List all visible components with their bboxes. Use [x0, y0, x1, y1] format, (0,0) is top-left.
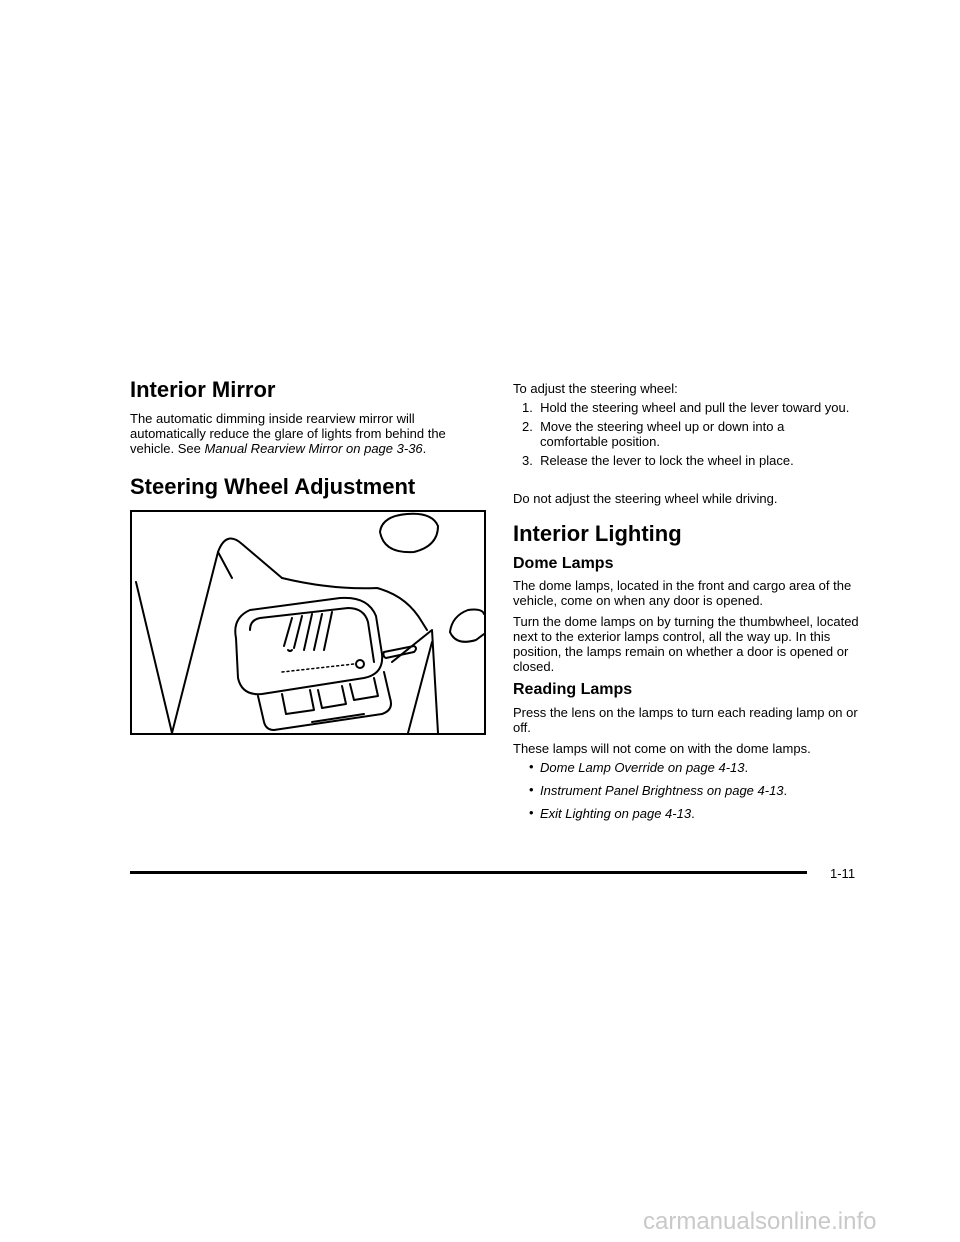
- reading-lamps-paragraph-1: Press the lens on the lamps to turn each reading lamp on or off.: [513, 705, 858, 735]
- bullet-icon: •: [529, 805, 534, 820]
- interior-mirror-heading: Interior Mirror: [130, 377, 276, 402]
- reading-lamps-paragraph-2: These lamps will not come on with the dome lamps.: [513, 741, 811, 756]
- dome-lamps-heading: Dome Lamps: [513, 555, 614, 572]
- interior-mirror-text-end: .: [422, 441, 427, 456]
- footer-rule: [130, 871, 807, 874]
- list-item: • Exit Lighting on page 4-13.: [529, 805, 695, 821]
- interior-mirror-paragraph: [130, 411, 487, 456]
- interior-lighting-heading: Interior Lighting: [513, 521, 682, 546]
- step-item: 3. Release the lever to lock the wheel in place.: [522, 453, 794, 468]
- manual-rearview-mirror-link[interactable]: Manual Rearview Mirror on page 3-36: [204, 441, 423, 456]
- reading-lamps-heading: Reading Lamps: [513, 681, 633, 698]
- dome-lamp-override-link[interactable]: Dome Lamp Override on page 4-13: [540, 760, 745, 775]
- adjust-intro: To adjust the steering wheel:: [513, 381, 678, 396]
- list-item: • Dome Lamp Override on page 4-13.: [529, 759, 749, 775]
- adjust-steps-list: [513, 400, 853, 468]
- bullet-icon: •: [529, 782, 534, 797]
- related-links-list: [513, 760, 873, 821]
- step-item: 2. Move the steering wheel up or down into a comfortable position.: [522, 419, 785, 449]
- exit-lighting-link[interactable]: Exit Lighting on page 4-13: [540, 806, 692, 821]
- dome-lamps-paragraph-2: Turn the dome lamps on by turning the thumbwheel, located next to the exterior lamps control, all the way up. In this position, the lamps remain on whether a door is opened or closed.: [513, 614, 859, 674]
- steering-wheel-heading: Steering Wheel Adjustment: [130, 474, 416, 499]
- watermark: carmanualsonline.info: [643, 1208, 877, 1235]
- dome-lamps-paragraph-1: The dome lamps, located in the front and cargo area of the vehicle, come on when any door is opened.: [513, 578, 852, 608]
- interior-mirror-text: The automatic dimming inside rearview mirror will automatically reduce the glare of lights from behind the vehicle. See: [130, 411, 446, 456]
- instrument-panel-brightness-link[interactable]: Instrument Panel Brightness on page 4-13: [540, 783, 784, 798]
- bullet-icon: •: [529, 759, 534, 774]
- step-item: 1. Hold the steering wheel and pull the lever toward you.: [522, 400, 850, 415]
- page-number: 1-11: [830, 866, 856, 881]
- driving-warning: Do not adjust the steering wheel while driving.: [513, 491, 778, 506]
- steering-lever-illustration: [130, 510, 486, 735]
- list-item: • Instrument Panel Brightness on page 4-13.: [529, 782, 788, 798]
- steering-lever-drawing: [132, 512, 484, 733]
